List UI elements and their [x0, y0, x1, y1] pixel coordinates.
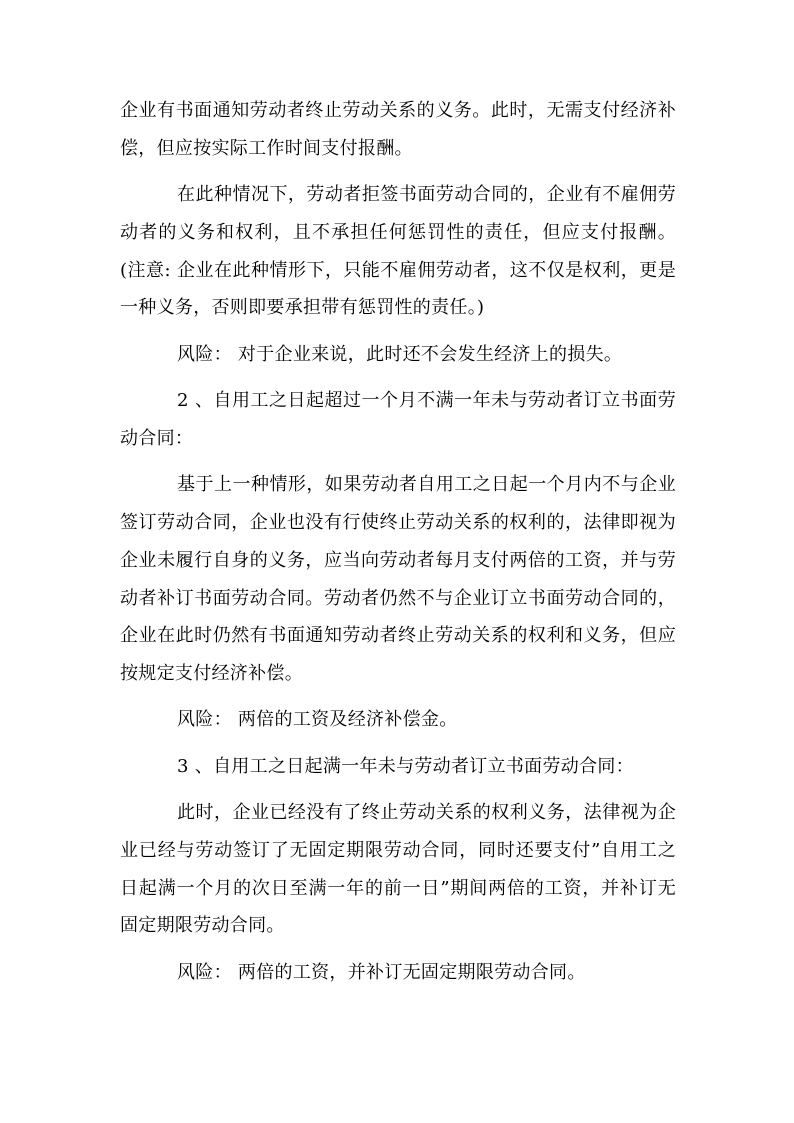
risk-paragraph-2: 风险： 两倍的工资及经济补偿金。 — [177, 709, 458, 731]
section-heading-3: 3 、自用工之日起满一年未与劳动者订立书面劳动合同： — [177, 755, 634, 777]
paragraph-3: 基于上一种情形，如果劳动者自用工之日起一个月内不与企业签订劳动合同，企业也没有行使终止劳动关系的权利的，法律即视为企业未履行自身的义务，应当向劳动者每月支付两倍的工资，并与劳动者补订书面劳动合同。劳动者仍然不与企业订立书面劳动合同的，企业在此时仍然有书面通知劳动者终止劳动关系的权利和义务，但应按规定支付经济补偿。 — [120, 474, 676, 685]
document-page — [120, 92, 676, 1000]
section-heading-2: 2 、自用工之日起超过一个月不满一年未与劳动者订立书面劳动合同： — [120, 390, 676, 449]
risk-paragraph-1: 风险： 对于企业来说，此时还不会发生经济上的损失。 — [177, 343, 623, 365]
paragraph-1: 企业有书面通知劳动者终止劳动关系的义务。此时，无需支付经济补偿，但应按实际工作时间支付报酬。 — [120, 100, 676, 159]
paragraph-4: 此时，企业已经没有了终止劳动关系的权利义务，法律视为企业已经与劳动签订了无固定期限劳动合同，同时还要支付”自用工之日起满一个月的次日至满一年的前一日”期间两倍的工资，并补订无固定期限劳动合同。 — [120, 802, 676, 937]
paragraph-2: 在此种情况下，劳动者拒签书面劳动合同的，企业有不雇佣劳动者的义务和权利，且不承担任何惩罚性的责任，但应支付报酬。(注意: 企业在此种情形下，只能不雇佣劳动者，这不仅是权利，更是一种义务，否则即要承担带有惩罚性的责任。) — [120, 184, 676, 319]
risk-paragraph-3: 风险： 两倍的工资，并补订无固定期限劳动合同。 — [177, 961, 586, 983]
